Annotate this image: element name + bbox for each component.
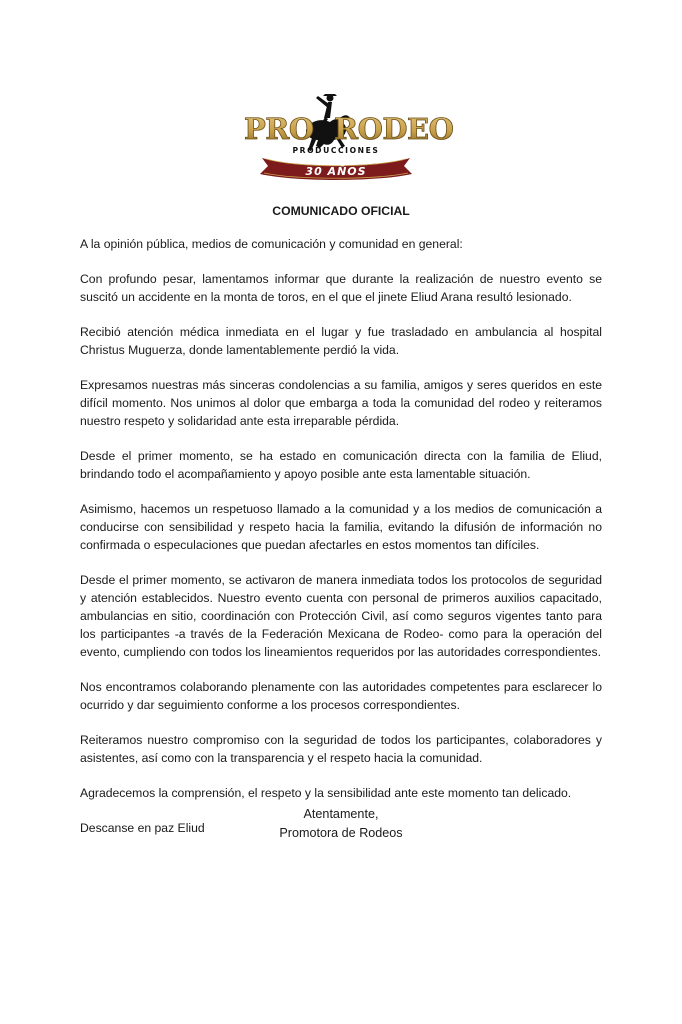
paragraph-3: Expresamos nuestras más sinceras condolencias a su familia, amigos y seres queridos en este difícil momento. Nos unimos al dolor que embarga a toda la comunidad del rodeo y reiteramos nuestro respeto y solidaridad ante esta irreparable pérdida. bbox=[80, 378, 602, 428]
paragraph-8: Reiteramos nuestro compromiso con la seguridad de todos los participantes, colaboradores y asistentes, así como con la transparencia y el respeto hacia la comunidad. bbox=[80, 733, 602, 765]
logo-ribbon-text: 30 AÑOS bbox=[305, 165, 367, 178]
paragraph-5: Asimismo, hacemos un respetuoso llamado a la comunidad y a los medios de comunicación a conducirse con sensibilidad y respeto hacia la familia, evitando la difusión de información no confirmada o especulaciones que puedan afectarles en estos momentos tan difíciles. bbox=[80, 502, 602, 552]
logo-subtitle: PRODUCCIONES bbox=[292, 146, 380, 155]
document-body bbox=[80, 235, 602, 854]
paragraph-4: Desde el primer momento, se ha estado en comunicación directa con la familia de Eliud, brindando todo el acompañamiento y apoyo posible ante esta lamentable situación. bbox=[80, 449, 602, 481]
paragraph-farewell: Descanse en paz Eliud bbox=[80, 821, 205, 835]
signature-block bbox=[0, 805, 682, 843]
logo-word-pro: PRO bbox=[244, 112, 314, 146]
paragraph-6: Desde el primer momento, se activaron de manera inmediata todos los protocolos de seguridad y atención establecidos. Nuestro evento cuenta con personal de primeros auxilios capacitado, ambulancias en sitio, coordinación con Protección Civil, así como seguros vigentes tanto para los participantes -a través de la Federación Mexicana de Rodeo- como para la operación del evento, cumpliendo con todos los lineamientos requeridos por las autoridades correspondientes. bbox=[80, 573, 602, 659]
document-title: COMUNICADO OFICIAL bbox=[272, 204, 410, 218]
pro-rodeo-logo bbox=[236, 88, 454, 188]
logo-word-rodeo: RODEO bbox=[334, 112, 454, 146]
paragraph-7: Nos encontramos colaborando plenamente con las autoridades competentes para esclarecer lo ocurrido y dar seguimiento conforme a los procesos correspondientes. bbox=[80, 680, 602, 712]
paragraph-9: Agradecemos la comprensión, el respeto y la sensibilidad ante este momento tan delicado. bbox=[80, 786, 572, 800]
paragraph-1: Con profundo pesar, lamentamos informar que durante la realización de nuestro evento se suscitó un accidente en la monta de toros, en el que el jinete Eliud Arana resultó lesionado. bbox=[80, 272, 602, 304]
closing-line: Atentamente, bbox=[303, 807, 379, 821]
paragraph-2: Recibió atención médica inmediata en el lugar y fue trasladado en ambulancia al hospital Christus Muguerza, donde lamentablemente perdió la vida. bbox=[80, 325, 602, 357]
signature-name: Promotora de Rodeos bbox=[279, 826, 403, 840]
paragraph-salutation: A la opinión pública, medios de comunicación y comunidad en general: bbox=[80, 237, 463, 251]
